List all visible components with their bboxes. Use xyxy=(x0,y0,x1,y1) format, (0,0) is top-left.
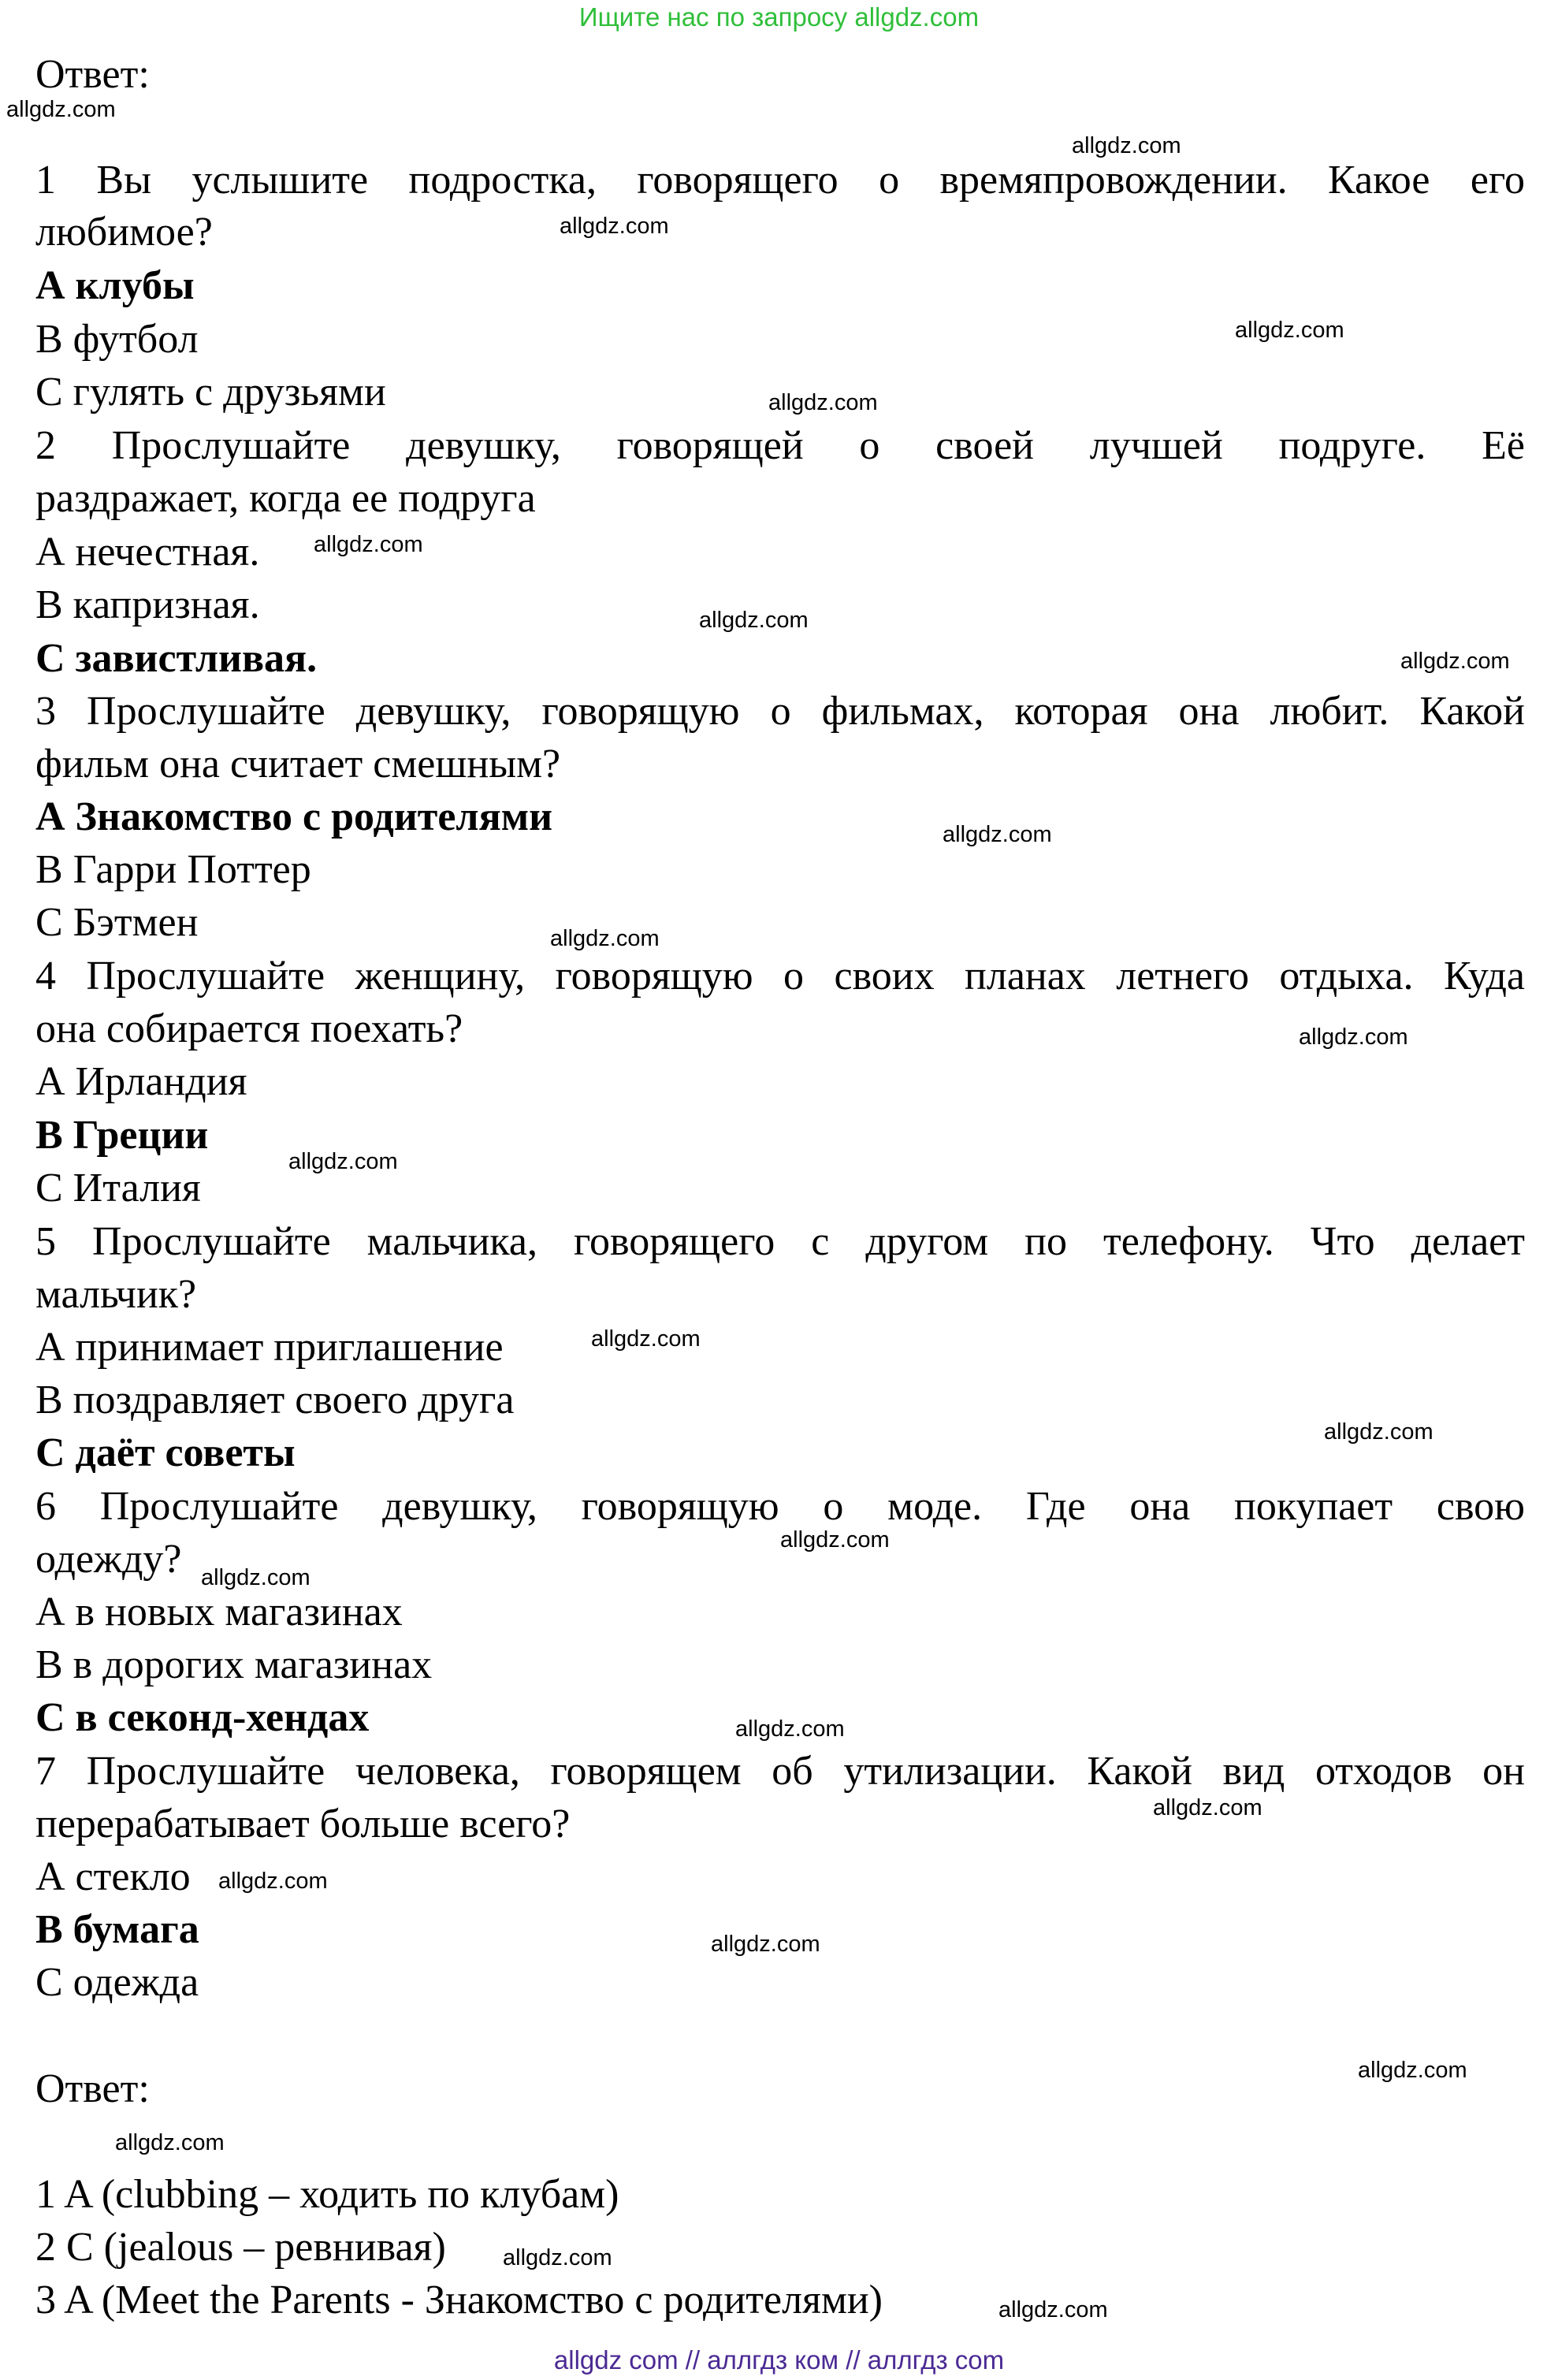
question-4-option-a: А Ирландия xyxy=(35,1059,247,1104)
question-2-option-a: А нечестная. xyxy=(35,530,260,575)
question-3-text: 3 Прослушайте девушку, говорящую о фильмах, которая она любит. Какой xyxy=(35,689,1525,734)
watermark: allgdz.com xyxy=(550,926,660,951)
question-7-option-a: А стекло xyxy=(35,1854,191,1899)
watermark: allgdz.com xyxy=(735,1716,845,1742)
question-3-option-b: В Гарри Поттер xyxy=(35,847,311,892)
bottom-site-banner: allgdz com // аллгдз ком // аллгдз com xyxy=(553,2345,1005,2374)
question-5-option-c-correct: С даёт советы xyxy=(35,1430,296,1475)
watermark: allgdz.com xyxy=(591,1326,701,1352)
question-5-text-cont: мальчик? xyxy=(35,1272,197,1317)
watermark: allgdz.com xyxy=(560,214,669,239)
question-2-text-cont: раздражает, когда ее подруга xyxy=(35,476,536,521)
watermark: allgdz.com xyxy=(6,97,116,122)
question-1-option-c: С гулять с друзьями xyxy=(35,370,386,415)
watermark: allgdz.com xyxy=(780,1527,890,1553)
answer-key-line-2: 2 C (jealous – ревнивая) xyxy=(35,2225,446,2270)
question-4-option-c: С Италия xyxy=(35,1166,201,1210)
watermark: allgdz.com xyxy=(503,2245,612,2270)
question-5-option-b: В поздравляет своего друга xyxy=(35,1378,515,1422)
answer-heading: Ответ: xyxy=(35,52,150,97)
question-4-option-b-correct: В Греции xyxy=(35,1113,209,1158)
question-6-text-cont: одежду? xyxy=(35,1537,182,1582)
question-4-text-cont: она собирается поехать? xyxy=(35,1006,463,1051)
watermark: allgdz.com xyxy=(218,1869,328,1894)
watermark: allgdz.com xyxy=(1072,133,1181,158)
answer-key-heading: Ответ: xyxy=(35,2066,150,2111)
answer-key-line-1: 1 A (clubbing – ходить по клубам) xyxy=(35,2172,619,2217)
watermark: allgdz.com xyxy=(1400,649,1510,674)
watermark: allgdz.com xyxy=(288,1149,398,1174)
watermark: allgdz.com xyxy=(1299,1025,1408,1050)
watermark: allgdz.com xyxy=(201,1565,310,1590)
question-6-option-b: В в дорогих магазинах xyxy=(35,1642,433,1687)
question-1-option-a-correct: А клубы xyxy=(35,263,195,308)
watermark: allgdz.com xyxy=(943,822,1052,847)
question-7-option-b-correct: В бумага xyxy=(35,1907,199,1952)
answer-key-line-3: 3 A (Meet the Parents - Знакомство с родителями) xyxy=(35,2278,883,2322)
question-3-option-c: С Бэтмен xyxy=(35,900,199,945)
question-2-option-b: В капризная. xyxy=(35,582,260,627)
watermark: allgdz.com xyxy=(1153,1795,1262,1820)
watermark: allgdz.com xyxy=(115,2130,225,2155)
question-5-text: 5 Прослушайте мальчика, говорящего с другом по телефону. Что делает xyxy=(35,1219,1525,1264)
watermark: allgdz.com xyxy=(1324,1419,1433,1445)
question-6-option-a: А в новых магазинах xyxy=(35,1590,403,1634)
question-2-option-c-correct: С завистливая. xyxy=(35,636,318,681)
watermark: allgdz.com xyxy=(699,608,809,633)
watermark: allgdz.com xyxy=(768,390,878,415)
question-1-text-cont: любимое? xyxy=(35,210,213,255)
watermark: allgdz.com xyxy=(1235,318,1344,343)
question-6-option-c-correct: С в секонд-хендах xyxy=(35,1695,370,1740)
watermark: allgdz.com xyxy=(711,1932,820,1957)
question-1-option-b: В футбол xyxy=(35,317,199,362)
question-3-text-cont: фильм она считает смешным? xyxy=(35,742,561,787)
question-1-text: 1 Вы услышите подростка, говорящего о времяпровождении. Какое его xyxy=(35,158,1525,203)
watermark: allgdz.com xyxy=(1358,2058,1467,2083)
question-7-option-c: С одежда xyxy=(35,1960,199,2005)
question-2-text: 2 Прослушайте девушку, говорящей о своей лучшей подруге. Её xyxy=(35,423,1525,468)
question-6-text: 6 Прослушайте девушку, говорящую о моде. Где она покупает свою xyxy=(35,1484,1525,1529)
watermark: allgdz.com xyxy=(314,532,423,557)
question-5-option-a: А принимает приглашение xyxy=(35,1325,504,1370)
question-7-text: 7 Прослушайте человека, говорящем об утилизации. Какой вид отходов он xyxy=(35,1749,1525,1794)
question-3-option-a-correct: А Знакомство с родителями xyxy=(35,794,553,839)
question-4-text: 4 Прослушайте женщину, говорящую о своих планах летнего отдыха. Куда xyxy=(35,954,1525,998)
watermark: allgdz.com xyxy=(998,2297,1108,2322)
top-search-banner: Ищите нас по запросу allgdz.com xyxy=(578,2,980,32)
question-7-text-cont: перерабатывает больше всего? xyxy=(35,1802,571,1846)
